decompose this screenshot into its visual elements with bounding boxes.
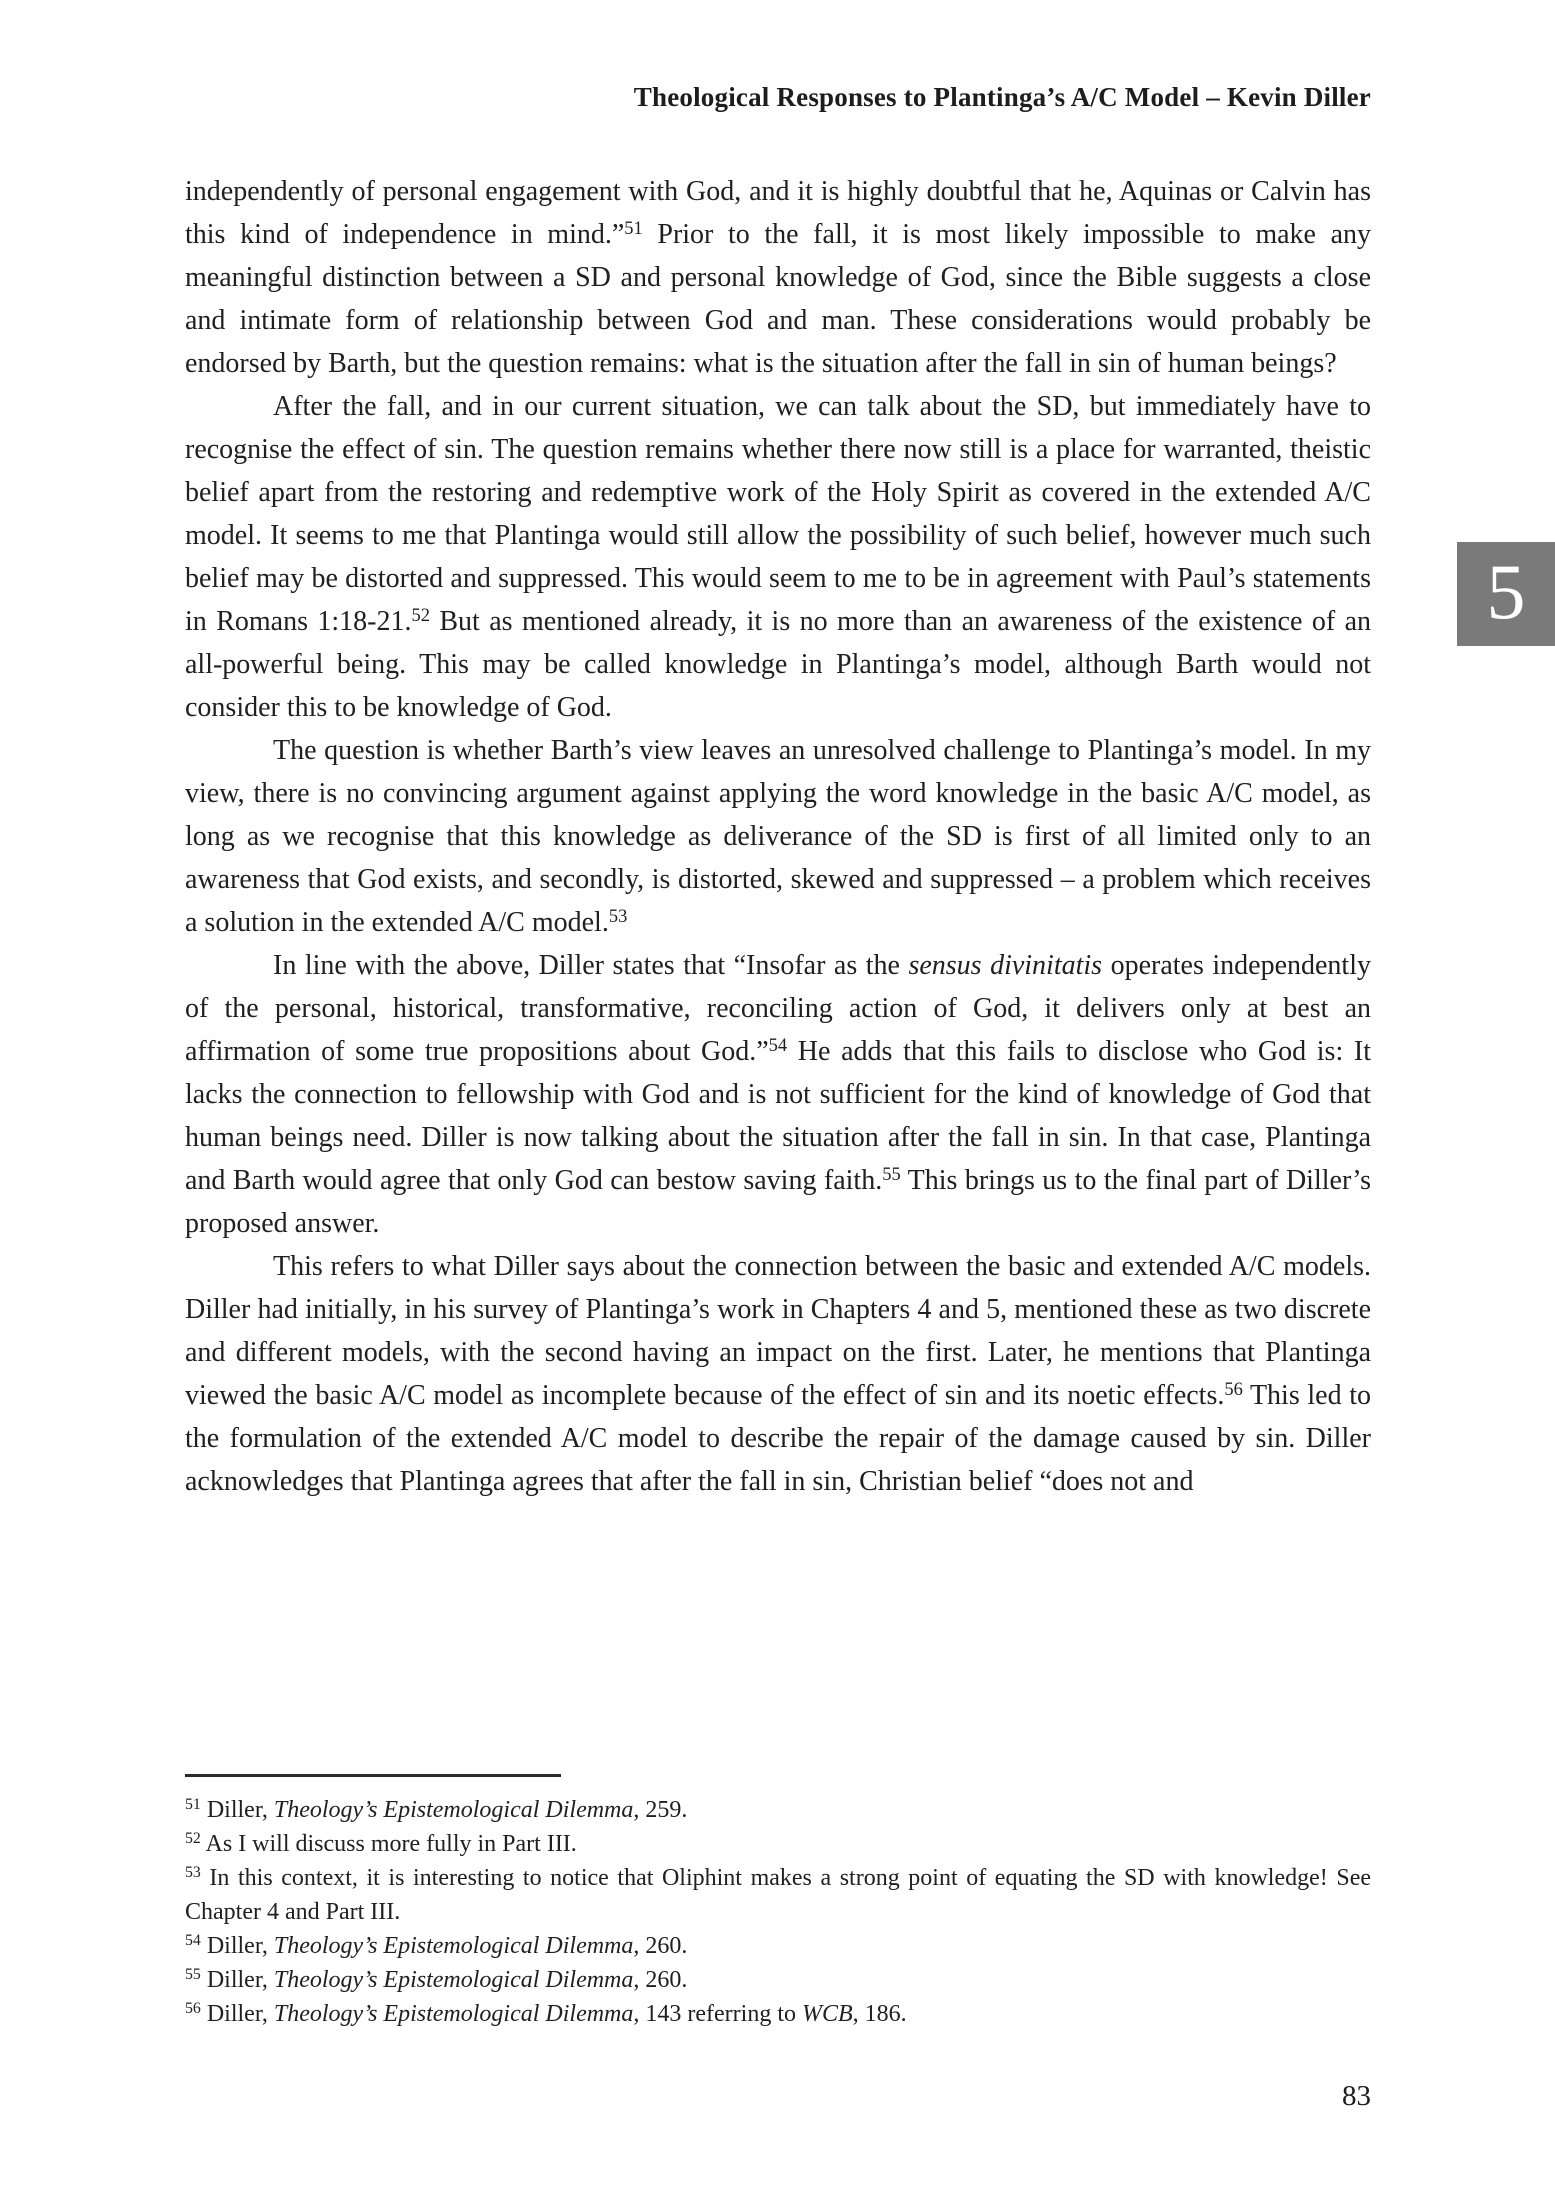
footnote-number: 56 <box>185 2000 201 2018</box>
footnote: $^{54}$ Diller, Theology’s Epistemological Dilemma, 260. <box>185 1932 688 1959</box>
paragraph: This refers to what Diller says about the connection between the basic and extended A/C models. Diller had initially, in his survey of Plantinga’s work in Chapters 4 and 5, mentioned these as two discrete and different models, with the second having an impact on the first. Later, he mentions that Plantinga viewed the basic A/C model as incomplete because of the effect of sin and its noetic effects.$^{56}$ This led to the formulation of the extended A/C model to describe the repair of the damage caused by sin. Diller acknowledges that Plantinga agrees that after the fall in sin, Christian belief “does not and <box>185 1251 1371 1497</box>
footnote: $^{56}$ Diller, Theology’s Epistemological Dilemma, 143 referring to WCB, 186. <box>185 2000 907 2027</box>
chapter-tab <box>1457 542 1555 646</box>
footnote-ref: 51 <box>624 217 643 238</box>
paragraph: independently of personal engagement with God, and it is highly doubtful that he, Aquinas or Calvin has this kind of independence in mind.”$^{51}$ Prior to the fall, it is most likely impossible to make any meaningful distinction between a SD and personal knowledge of God, since the Bible suggests a close and intimate form of relationship between God and man. These considerations would probably be endorsed by Barth, but the question remains: what is the situation after the fall in sin of human beings? <box>185 176 1371 379</box>
chapter-number: 5 <box>1486 548 1526 635</box>
footnote: $^{55}$ Diller, Theology’s Epistemological Dilemma, 260. <box>185 1966 688 1993</box>
footnote-ref: 55 <box>882 1163 901 1184</box>
footnotes <box>185 1774 1371 2031</box>
body-text <box>185 170 1371 1503</box>
footnote-list <box>185 1793 1371 2031</box>
footnote-ref: 53 <box>608 905 628 926</box>
footnote: $^{52}$ As I will discuss more fully in Part III. <box>185 1830 577 1857</box>
footnote: $^{53}$ In this context, it is interesting to notice that Oliphint makes a strong point of equating the SD with knowledge! See Chapter 4 and Part III. <box>185 1864 1372 1925</box>
footnote-ref: 54 <box>768 1034 788 1055</box>
paragraph: In line with the above, Diller states that “Insofar as the sensus divinitatis operates independently of the personal, historical, transformative, reconciling action of God, it delivers only at best an affirmation of some true propositions about God.”$^{54}$ He adds that this fails to disclose who God is: It lacks the connection to fellowship with God and is not sufficient for the kind of knowledge of God that human beings need. Diller is now talking about the situation after the fall in sin. In that case, Plantinga and Barth would agree that only God can bestow saving faith.$^{55}$ This brings us to the final part of Diller’s proposed answer. <box>185 950 1371 1239</box>
page-number: 83 <box>1342 2080 1371 2112</box>
paragraph: After the fall, and in our current situation, we can talk about the SD, but immediately have to recognise the effect of sin. The question remains whether there now still is a place for warranted, theistic belief apart from the restoring and redemptive work of the Holy Spirit as covered in the extended A/C model. It seems to me that Plantinga would still allow the possibility of such belief, however much such belief may be distorted and suppressed. This would seem to me to be in agreement with Paul’s statements in Romans 1:18-21.52 But as mentioned already, it is no more than an awareness of the existence of an all-powerful being. This may be called knowledge in Plantinga’s model, although Barth would not consider this to be knowledge of God. <box>185 391 1371 723</box>
footnote-ref: 52 <box>411 604 430 625</box>
footnote-number: 54 <box>185 1932 201 1950</box>
running-header: Theological Responses to Plantinga’s A/C Model – Kevin Diller <box>633 82 1371 112</box>
footnote: $^{51}$ Diller, Theology’s Epistemological Dilemma, 259. <box>185 1796 688 1823</box>
footnote-ref: 56 <box>1224 1378 1243 1399</box>
footnote-number: 53 <box>185 1864 201 1882</box>
paragraph: The question is whether Barth’s view leaves an unresolved challenge to Plantinga’s model. In my view, there is no convincing argument against applying the word knowledge in the basic A/C model, as long as we recognise that this knowledge as deliverance of the SD is first of all limited only to an awareness that God exists, and secondly, is distorted, skewed and suppressed – a problem which receives a solution in the extended A/C model.$^{53}$ <box>185 735 1371 938</box>
footnote-number: 51 <box>185 1796 201 1814</box>
footnote-separator <box>185 1774 561 1777</box>
footnote-number: 52 <box>185 1830 201 1848</box>
footnote-number: 55 <box>185 1966 201 1984</box>
